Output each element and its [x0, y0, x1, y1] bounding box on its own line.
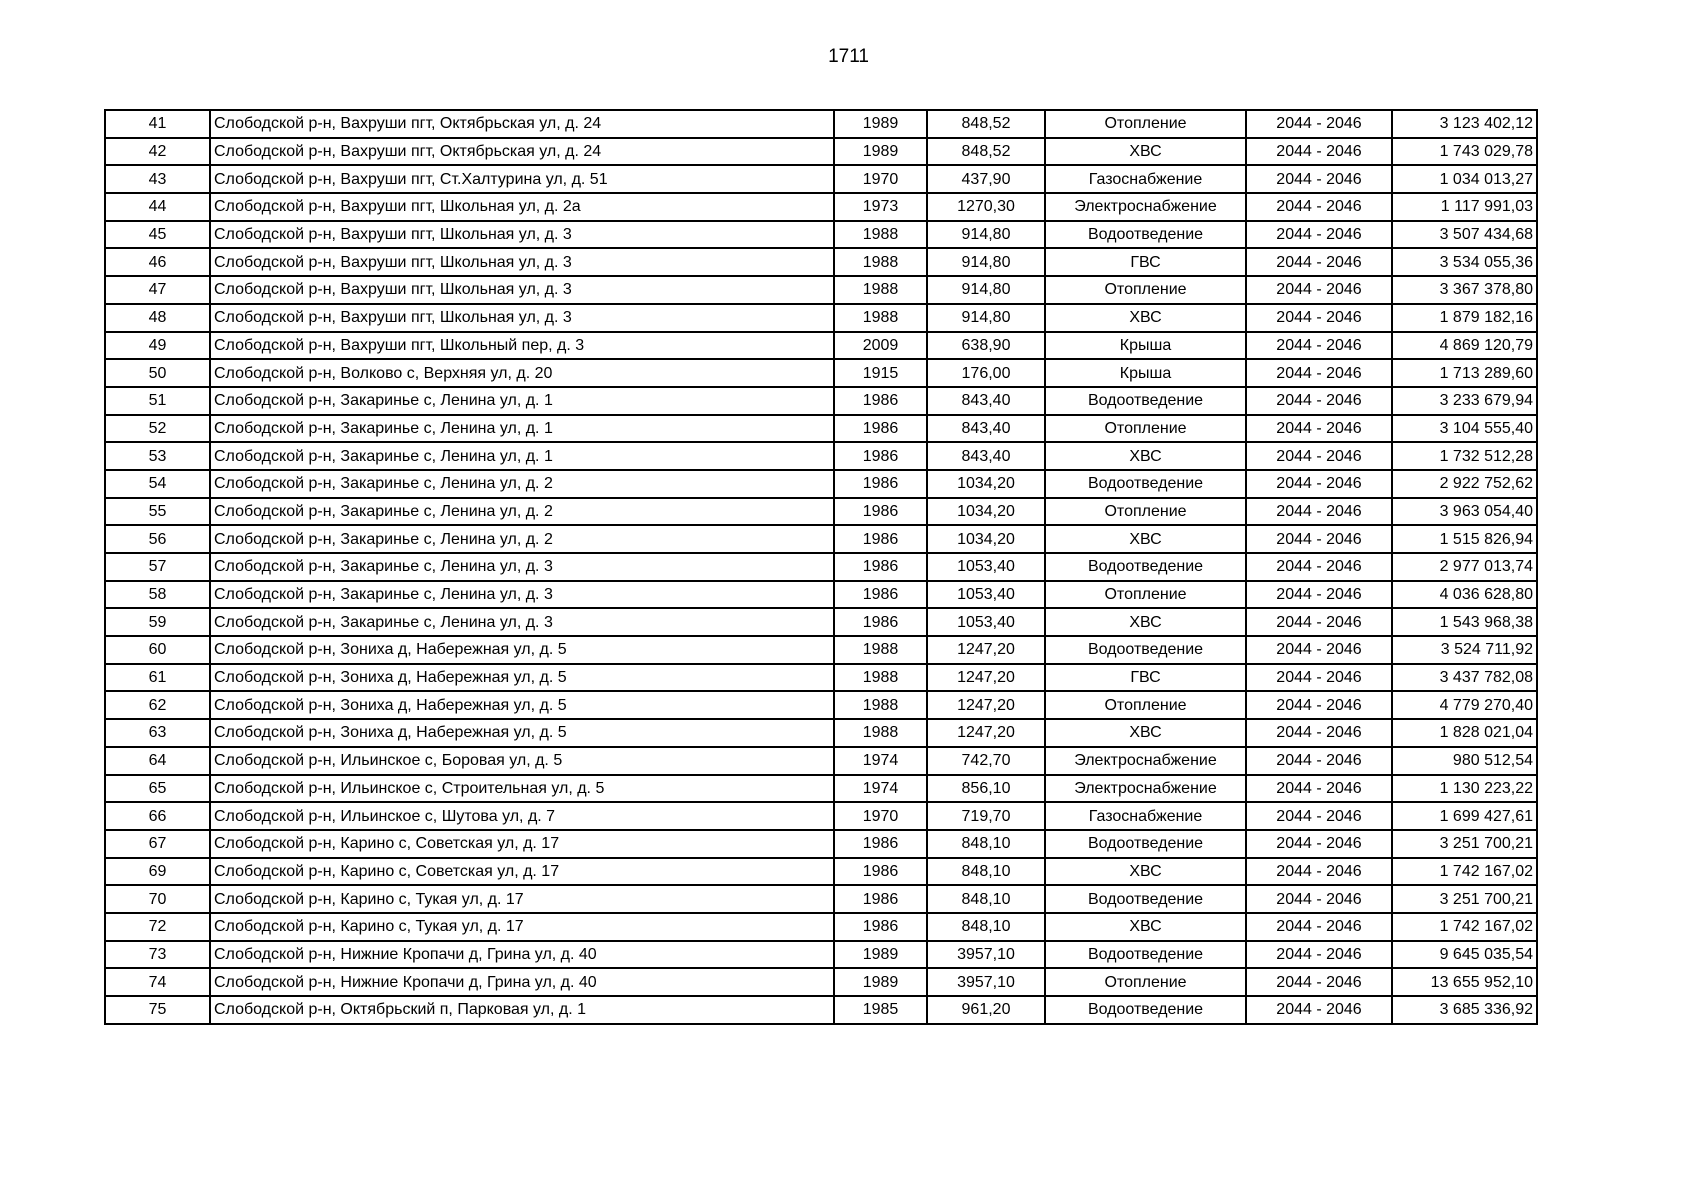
build-year-cell: 1988: [834, 664, 927, 692]
build-year-cell: 1986: [834, 387, 927, 415]
row-number-cell: 59: [105, 608, 210, 636]
area-cell: 1247,20: [927, 691, 1045, 719]
cost-cell: 1 130 223,22: [1392, 775, 1537, 803]
row-number-cell: 66: [105, 802, 210, 830]
row-number-cell: 41: [105, 110, 210, 138]
address-cell: Слободской р-н, Закаринье с, Ленина ул, д. 2: [210, 498, 834, 526]
work-type-cell: ХВС: [1045, 858, 1246, 886]
table-row: [105, 193, 1537, 221]
address-cell: Слободской р-н, Вахруши пгт, Октябрьская ул, д. 24: [210, 138, 834, 166]
cost-cell: 1 713 289,60: [1392, 359, 1537, 387]
row-number-cell: 50: [105, 359, 210, 387]
address-cell: Слободской р-н, Карино с, Советская ул, д. 17: [210, 830, 834, 858]
address-cell: Слободской р-н, Вахруши пгт, Школьная ул, д. 2а: [210, 193, 834, 221]
table-row: [105, 165, 1537, 193]
address-cell: Слободской р-н, Зониха д, Набережная ул, д. 5: [210, 691, 834, 719]
period-cell: 2044 - 2046: [1246, 442, 1392, 470]
address-cell: Слободской р-н, Закаринье с, Ленина ул, д. 2: [210, 525, 834, 553]
area-cell: 856,10: [927, 775, 1045, 803]
address-cell: Слободской р-н, Карино с, Советская ул, д. 17: [210, 858, 834, 886]
address-cell: Слободской р-н, Карино с, Тукая ул, д. 17: [210, 913, 834, 941]
period-cell: 2044 - 2046: [1246, 885, 1392, 913]
build-year-cell: 1989: [834, 138, 927, 166]
area-cell: 176,00: [927, 359, 1045, 387]
work-type-cell: ГВС: [1045, 664, 1246, 692]
work-type-cell: Водоотведение: [1045, 553, 1246, 581]
area-cell: 961,20: [927, 996, 1045, 1024]
period-cell: 2044 - 2046: [1246, 332, 1392, 360]
period-cell: 2044 - 2046: [1246, 691, 1392, 719]
build-year-cell: 1986: [834, 553, 927, 581]
build-year-cell: 1915: [834, 359, 927, 387]
cost-cell: 1 543 968,38: [1392, 608, 1537, 636]
cost-cell: 3 233 679,94: [1392, 387, 1537, 415]
table-row: [105, 802, 1537, 830]
area-cell: 1034,20: [927, 525, 1045, 553]
table-row: [105, 304, 1537, 332]
work-type-cell: ХВС: [1045, 913, 1246, 941]
table-row: [105, 941, 1537, 969]
table-row: [105, 110, 1537, 138]
build-year-cell: 1986: [834, 442, 927, 470]
address-cell: Слободской р-н, Вахруши пгт, Школьная ул, д. 3: [210, 276, 834, 304]
work-type-cell: Водоотведение: [1045, 221, 1246, 249]
cost-cell: 4 036 628,80: [1392, 581, 1537, 609]
area-cell: 3957,10: [927, 941, 1045, 969]
table-row: [105, 553, 1537, 581]
address-cell: Слободской р-н, Вахруши пгт, Ст.Халтурина ул, д. 51: [210, 165, 834, 193]
cost-cell: 3 963 054,40: [1392, 498, 1537, 526]
table-row: [105, 415, 1537, 443]
address-cell: Слободской р-н, Закаринье с, Ленина ул, д. 1: [210, 415, 834, 443]
address-cell: Слободской р-н, Ильинское с, Боровая ул, д. 5: [210, 747, 834, 775]
row-number-cell: 48: [105, 304, 210, 332]
address-cell: Слободской р-н, Вахруши пгт, Школьная ул, д. 3: [210, 248, 834, 276]
cost-cell: 4 869 120,79: [1392, 332, 1537, 360]
area-cell: 843,40: [927, 415, 1045, 443]
area-cell: 914,80: [927, 276, 1045, 304]
period-cell: 2044 - 2046: [1246, 165, 1392, 193]
row-number-cell: 44: [105, 193, 210, 221]
cost-cell: 4 779 270,40: [1392, 691, 1537, 719]
build-year-cell: 1988: [834, 304, 927, 332]
work-type-cell: ХВС: [1045, 608, 1246, 636]
cost-cell: 1 743 029,78: [1392, 138, 1537, 166]
area-cell: 3957,10: [927, 968, 1045, 996]
cost-cell: 3 367 378,80: [1392, 276, 1537, 304]
area-cell: 914,80: [927, 248, 1045, 276]
table-row: [105, 359, 1537, 387]
area-cell: 1270,30: [927, 193, 1045, 221]
cost-cell: 9 645 035,54: [1392, 941, 1537, 969]
work-type-cell: ХВС: [1045, 442, 1246, 470]
cost-cell: 1 034 013,27: [1392, 165, 1537, 193]
area-cell: 1053,40: [927, 553, 1045, 581]
area-cell: 848,10: [927, 885, 1045, 913]
work-type-cell: Отопление: [1045, 498, 1246, 526]
work-type-cell: Водоотведение: [1045, 941, 1246, 969]
row-number-cell: 49: [105, 332, 210, 360]
period-cell: 2044 - 2046: [1246, 553, 1392, 581]
address-cell: Слободской р-н, Нижние Кропачи д, Грина ул, д. 40: [210, 968, 834, 996]
row-number-cell: 46: [105, 248, 210, 276]
address-cell: Слободской р-н, Ильинское с, Строительная ул, д. 5: [210, 775, 834, 803]
cost-cell: 3 524 711,92: [1392, 636, 1537, 664]
build-year-cell: 1986: [834, 885, 927, 913]
row-number-cell: 61: [105, 664, 210, 692]
build-year-cell: 1988: [834, 691, 927, 719]
table-row: [105, 913, 1537, 941]
build-year-cell: 1986: [834, 470, 927, 498]
cost-cell: 1 515 826,94: [1392, 525, 1537, 553]
area-cell: 719,70: [927, 802, 1045, 830]
table-row: [105, 221, 1537, 249]
row-number-cell: 52: [105, 415, 210, 443]
address-cell: Слободской р-н, Нижние Кропачи д, Грина ул, д. 40: [210, 941, 834, 969]
work-type-cell: Крыша: [1045, 359, 1246, 387]
build-year-cell: 1986: [834, 581, 927, 609]
period-cell: 2044 - 2046: [1246, 775, 1392, 803]
work-type-cell: Водоотведение: [1045, 996, 1246, 1024]
cost-cell: 3 685 336,92: [1392, 996, 1537, 1024]
table-row: [105, 498, 1537, 526]
period-cell: 2044 - 2046: [1246, 138, 1392, 166]
work-type-cell: Электроснабжение: [1045, 747, 1246, 775]
area-cell: 843,40: [927, 442, 1045, 470]
work-type-cell: Водоотведение: [1045, 830, 1246, 858]
period-cell: 2044 - 2046: [1246, 498, 1392, 526]
cost-cell: 3 123 402,12: [1392, 110, 1537, 138]
address-cell: Слободской р-н, Вахруши пгт, Школьный пер, д. 3: [210, 332, 834, 360]
period-cell: 2044 - 2046: [1246, 913, 1392, 941]
row-number-cell: 67: [105, 830, 210, 858]
period-cell: 2044 - 2046: [1246, 941, 1392, 969]
row-number-cell: 73: [105, 941, 210, 969]
row-number-cell: 47: [105, 276, 210, 304]
area-cell: 1247,20: [927, 664, 1045, 692]
row-number-cell: 45: [105, 221, 210, 249]
work-type-cell: Отопление: [1045, 110, 1246, 138]
cost-cell: 1 732 512,28: [1392, 442, 1537, 470]
build-year-cell: 1988: [834, 221, 927, 249]
work-type-cell: ХВС: [1045, 525, 1246, 553]
table-row: [105, 387, 1537, 415]
period-cell: 2044 - 2046: [1246, 664, 1392, 692]
work-type-cell: Отопление: [1045, 581, 1246, 609]
build-year-cell: 1988: [834, 248, 927, 276]
row-number-cell: 58: [105, 581, 210, 609]
table-row: [105, 830, 1537, 858]
row-number-cell: 57: [105, 553, 210, 581]
work-type-cell: Электроснабжение: [1045, 193, 1246, 221]
area-cell: 1053,40: [927, 608, 1045, 636]
cost-cell: 2 977 013,74: [1392, 553, 1537, 581]
table-row: [105, 664, 1537, 692]
address-cell: Слободской р-н, Зониха д, Набережная ул, д. 5: [210, 636, 834, 664]
work-type-cell: Газоснабжение: [1045, 802, 1246, 830]
cost-cell: 1 879 182,16: [1392, 304, 1537, 332]
period-cell: 2044 - 2046: [1246, 248, 1392, 276]
table-row: [105, 719, 1537, 747]
period-cell: 2044 - 2046: [1246, 525, 1392, 553]
cost-cell: 13 655 952,10: [1392, 968, 1537, 996]
period-cell: 2044 - 2046: [1246, 747, 1392, 775]
row-number-cell: 70: [105, 885, 210, 913]
table-row: [105, 968, 1537, 996]
area-cell: 1247,20: [927, 719, 1045, 747]
work-type-cell: Отопление: [1045, 968, 1246, 996]
build-year-cell: 1989: [834, 110, 927, 138]
build-year-cell: 1988: [834, 276, 927, 304]
address-cell: Слободской р-н, Закаринье с, Ленина ул, д. 1: [210, 442, 834, 470]
work-type-cell: Отопление: [1045, 691, 1246, 719]
build-year-cell: 1986: [834, 830, 927, 858]
build-year-cell: 1970: [834, 802, 927, 830]
table-row: [105, 885, 1537, 913]
period-cell: 2044 - 2046: [1246, 996, 1392, 1024]
build-year-cell: 1988: [834, 636, 927, 664]
address-cell: Слободской р-н, Зониха д, Набережная ул, д. 5: [210, 664, 834, 692]
address-cell: Слободской р-н, Вахруши пгт, Октябрьская ул, д. 24: [210, 110, 834, 138]
row-number-cell: 60: [105, 636, 210, 664]
work-type-cell: ХВС: [1045, 719, 1246, 747]
work-type-cell: Водоотведение: [1045, 470, 1246, 498]
address-cell: Слободской р-н, Волково с, Верхняя ул, д. 20: [210, 359, 834, 387]
build-year-cell: 1986: [834, 858, 927, 886]
row-number-cell: 74: [105, 968, 210, 996]
cost-cell: 2 922 752,62: [1392, 470, 1537, 498]
address-cell: Слободской р-н, Карино с, Тукая ул, д. 17: [210, 885, 834, 913]
period-cell: 2044 - 2046: [1246, 387, 1392, 415]
address-cell: Слободской р-н, Ильинское с, Шутова ул, д. 7: [210, 802, 834, 830]
table-row: [105, 775, 1537, 803]
table-row: [105, 747, 1537, 775]
area-cell: 848,52: [927, 138, 1045, 166]
address-cell: Слободской р-н, Закаринье с, Ленина ул, д. 3: [210, 608, 834, 636]
address-cell: Слободской р-н, Закаринье с, Ленина ул, д. 1: [210, 387, 834, 415]
period-cell: 2044 - 2046: [1246, 608, 1392, 636]
period-cell: 2044 - 2046: [1246, 193, 1392, 221]
table-row: [105, 608, 1537, 636]
build-year-cell: 1986: [834, 498, 927, 526]
cost-cell: 3 534 055,36: [1392, 248, 1537, 276]
work-type-cell: Электроснабжение: [1045, 775, 1246, 803]
work-type-cell: Водоотведение: [1045, 387, 1246, 415]
build-year-cell: 1986: [834, 525, 927, 553]
build-year-cell: 1989: [834, 968, 927, 996]
area-cell: 1034,20: [927, 470, 1045, 498]
cost-cell: 980 512,54: [1392, 747, 1537, 775]
area-cell: 848,10: [927, 830, 1045, 858]
table-row: [105, 581, 1537, 609]
row-number-cell: 55: [105, 498, 210, 526]
period-cell: 2044 - 2046: [1246, 415, 1392, 443]
period-cell: 2044 - 2046: [1246, 968, 1392, 996]
row-number-cell: 56: [105, 525, 210, 553]
area-cell: 848,10: [927, 858, 1045, 886]
cost-cell: 3 251 700,21: [1392, 885, 1537, 913]
table-row: [105, 996, 1537, 1024]
row-number-cell: 42: [105, 138, 210, 166]
area-cell: 742,70: [927, 747, 1045, 775]
registry-table-body: [105, 110, 1537, 1024]
area-cell: 914,80: [927, 221, 1045, 249]
build-year-cell: 1989: [834, 941, 927, 969]
work-type-cell: Водоотведение: [1045, 636, 1246, 664]
area-cell: 848,52: [927, 110, 1045, 138]
build-year-cell: 1974: [834, 775, 927, 803]
address-cell: Слободской р-н, Вахруши пгт, Школьная ул, д. 3: [210, 221, 834, 249]
area-cell: 1034,20: [927, 498, 1045, 526]
page-number: 1711: [828, 46, 869, 67]
period-cell: 2044 - 2046: [1246, 830, 1392, 858]
period-cell: 2044 - 2046: [1246, 719, 1392, 747]
row-number-cell: 51: [105, 387, 210, 415]
address-cell: Слободской р-н, Закаринье с, Ленина ул, д. 3: [210, 581, 834, 609]
area-cell: 914,80: [927, 304, 1045, 332]
cost-cell: 3 507 434,68: [1392, 221, 1537, 249]
build-year-cell: 1970: [834, 165, 927, 193]
work-type-cell: Отопление: [1045, 276, 1246, 304]
build-year-cell: 2009: [834, 332, 927, 360]
cost-cell: 1 742 167,02: [1392, 913, 1537, 941]
table-row: [105, 691, 1537, 719]
table-row: [105, 248, 1537, 276]
build-year-cell: 1985: [834, 996, 927, 1024]
work-type-cell: Крыша: [1045, 332, 1246, 360]
row-number-cell: 54: [105, 470, 210, 498]
table-row: [105, 470, 1537, 498]
row-number-cell: 72: [105, 913, 210, 941]
address-cell: Слободской р-н, Закаринье с, Ленина ул, д. 2: [210, 470, 834, 498]
work-type-cell: Водоотведение: [1045, 885, 1246, 913]
registry-table: [104, 109, 1538, 1025]
cost-cell: 1 742 167,02: [1392, 858, 1537, 886]
period-cell: 2044 - 2046: [1246, 636, 1392, 664]
period-cell: 2044 - 2046: [1246, 581, 1392, 609]
cost-cell: 3 251 700,21: [1392, 830, 1537, 858]
work-type-cell: Газоснабжение: [1045, 165, 1246, 193]
period-cell: 2044 - 2046: [1246, 359, 1392, 387]
build-year-cell: 1988: [834, 719, 927, 747]
period-cell: 2044 - 2046: [1246, 858, 1392, 886]
row-number-cell: 53: [105, 442, 210, 470]
row-number-cell: 43: [105, 165, 210, 193]
work-type-cell: ХВС: [1045, 138, 1246, 166]
area-cell: 437,90: [927, 165, 1045, 193]
address-cell: Слободской р-н, Октябрьский п, Парковая ул, д. 1: [210, 996, 834, 1024]
build-year-cell: 1973: [834, 193, 927, 221]
area-cell: 638,90: [927, 332, 1045, 360]
table-row: [105, 636, 1537, 664]
row-number-cell: 75: [105, 996, 210, 1024]
row-number-cell: 69: [105, 858, 210, 886]
table-row: [105, 442, 1537, 470]
cost-cell: 1 828 021,04: [1392, 719, 1537, 747]
build-year-cell: 1986: [834, 913, 927, 941]
area-cell: 1247,20: [927, 636, 1045, 664]
work-type-cell: ХВС: [1045, 304, 1246, 332]
period-cell: 2044 - 2046: [1246, 802, 1392, 830]
row-number-cell: 65: [105, 775, 210, 803]
table-row: [105, 276, 1537, 304]
table-row: [105, 138, 1537, 166]
work-type-cell: Отопление: [1045, 415, 1246, 443]
address-cell: Слободской р-н, Закаринье с, Ленина ул, д. 3: [210, 553, 834, 581]
area-cell: 1053,40: [927, 581, 1045, 609]
period-cell: 2044 - 2046: [1246, 304, 1392, 332]
build-year-cell: 1986: [834, 415, 927, 443]
address-cell: Слободской р-н, Зониха д, Набережная ул, д. 5: [210, 719, 834, 747]
table-row: [105, 525, 1537, 553]
row-number-cell: 64: [105, 747, 210, 775]
row-number-cell: 63: [105, 719, 210, 747]
period-cell: 2044 - 2046: [1246, 110, 1392, 138]
row-number-cell: 62: [105, 691, 210, 719]
cost-cell: 1 699 427,61: [1392, 802, 1537, 830]
area-cell: 843,40: [927, 387, 1045, 415]
build-year-cell: 1974: [834, 747, 927, 775]
work-type-cell: ГВС: [1045, 248, 1246, 276]
period-cell: 2044 - 2046: [1246, 221, 1392, 249]
period-cell: 2044 - 2046: [1246, 276, 1392, 304]
build-year-cell: 1986: [834, 608, 927, 636]
address-cell: Слободской р-н, Вахруши пгт, Школьная ул, д. 3: [210, 304, 834, 332]
cost-cell: 3 437 782,08: [1392, 664, 1537, 692]
table-row: [105, 332, 1537, 360]
area-cell: 848,10: [927, 913, 1045, 941]
period-cell: 2044 - 2046: [1246, 470, 1392, 498]
cost-cell: 3 104 555,40: [1392, 415, 1537, 443]
cost-cell: 1 117 991,03: [1392, 193, 1537, 221]
table-row: [105, 858, 1537, 886]
